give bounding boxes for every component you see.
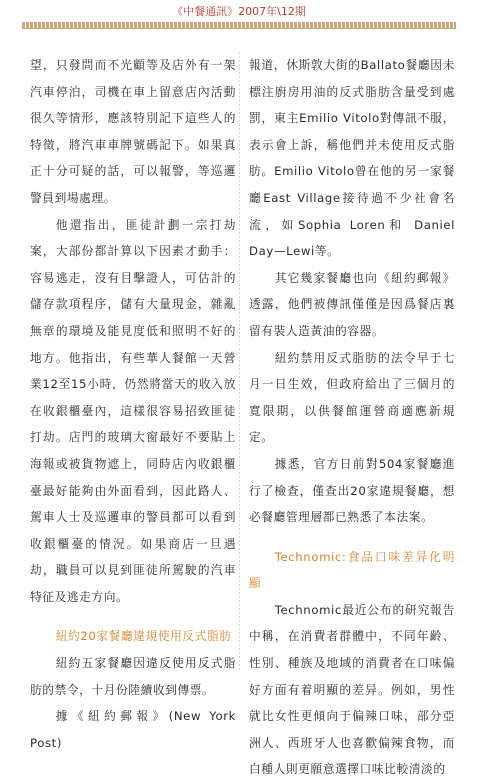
left-paragraph-1: 望，只發問而不光顧等及店外有一架汽車停泊，司機在車上留意店內活動很久等情形，應該特別記下這些人的特徵，將汽車車牌號碼記下。如果真正十分可疑的話，可以報警，等巡邏警員到場處理。 (30, 58, 236, 205)
paragraph-gap (249, 531, 455, 544)
right-paragraph-1: 報道，休斯敦大街的Ballato餐廳因未標注廚房用油的反式脂肪含量受到處罰，東主Emilio Vitolo對傳訊不服，表示會上訴，稱他們并未使用反式脂肪。Emilio Vitolo曾在他的另一家餐廳East Village接待過不少社會名流，如Sophia Loren和 Daniel Day—Lewi等。 (249, 58, 455, 259)
right-paragraph-5: Technomic最近公布的研究報告中稱，在消費者群體中，不同年齡、性別、種族及地域的消費者在口味偏好方面有着明顯的差异。例如，男性就比女性更傾向于偏辣口味，部分亞洲人、西班牙人也喜歡偏辣食物，而白種人則更願意選擇口味比較清淡的 (249, 602, 455, 777)
right-paragraph-2: 其它幾家餐廳也向《紐約郵報》透露，他們被傳訊僅僅是因爲餐店裏留有裝人造黃油的容器。 (249, 270, 455, 338)
page-header (0, 6, 478, 32)
column-divider (239, 52, 240, 672)
left-paragraph-3: 紐約五家餐廳因違反使用反式脂肪的禁令，十月份陸續收到傳票。 (30, 656, 236, 697)
paragraph-gap (30, 610, 236, 623)
header-rule (22, 22, 456, 28)
left-column (30, 52, 236, 756)
left-paragraph-4: 據《紐約郵報》(New York Post) (30, 709, 236, 750)
section-heading-nyc-trans-fat: 紐約20家餐廳違規使用反式脂肪 (55, 629, 232, 644)
right-column (249, 52, 455, 783)
left-paragraph-2: 他還指出，匪徒計劃一宗打劫案，大部份都計算以下因素才動手：容易逃走，沒有目擊證人，可估計的儲存款項程序，儲有大量現金，雜亂無章的環境及能見度低和照明不好的地方。他指出，有些華人餐館一天營業12至15小時，仍然將當天的收入放在收銀櫃臺內，這樣很容易招致匪徒打劫。店門的玻璃大窗最好不要貼上海報或被貨物遮上，同時店內收銀櫃臺最好能夠由外面看到，因此路人、駕車人士及巡邏車的警員都可以看到收銀櫃臺的情況。如果商店一旦遇劫，職員可以見到匪徒所駕駛的汽車特征及逃走方向。 (30, 217, 236, 604)
right-paragraph-3: 紐約禁用反式脂肪的法令早于七月一日生效，但政府給出了三個月的寬限期，以供餐館運營商適應新規定。 (249, 350, 455, 445)
right-paragraph-4: 據悉，官方日前對504家餐廳進行了檢查，僅查出20家違規餐廳，想必餐廳管理層都已熟悉了本法案。 (249, 456, 455, 525)
section-heading-technomic: Technomic:食品口味差异化明顯 (249, 549, 455, 591)
publication-title: 《中餐通訊》2007年\12期 (172, 5, 306, 18)
